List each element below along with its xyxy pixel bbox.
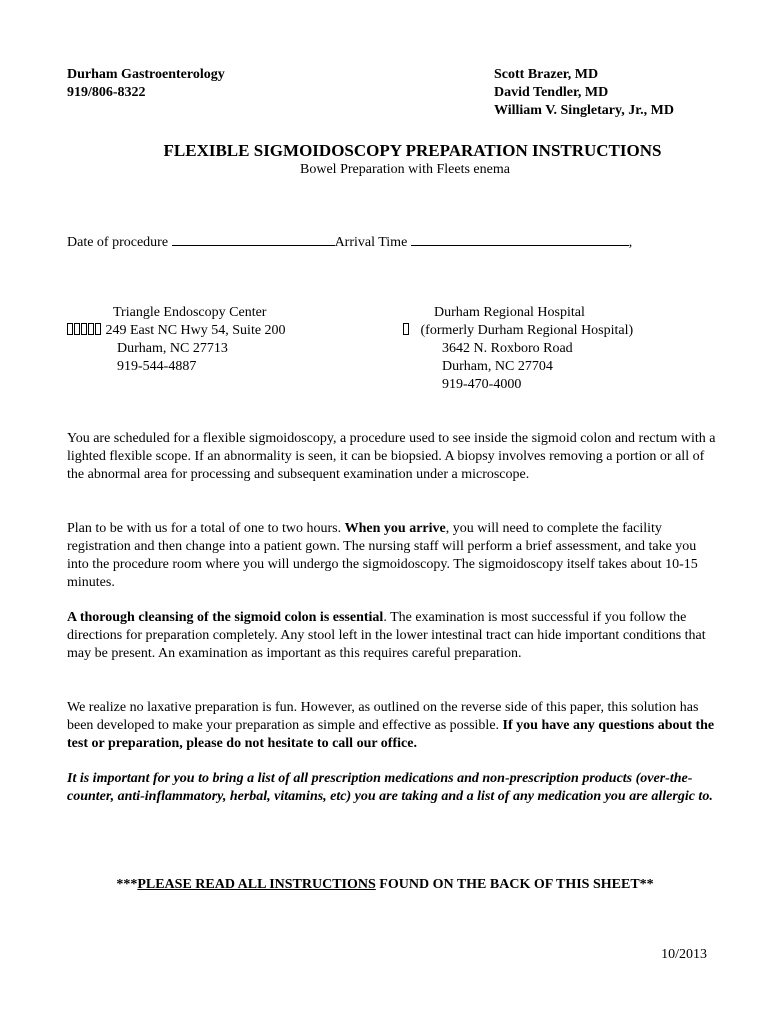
location-address: 3642 N. Roxboro Road — [442, 341, 573, 356]
procedure-description — [67, 430, 717, 484]
laxative-note — [67, 699, 717, 753]
paragraph-text: It is important for you to bring a list of all prescription medications and non-prescription products (over-the-counter, anti-inflammatory, herbal, vitamins, etc) you are taking and a list of any medication you are allergic to. — [67, 771, 713, 804]
medication-list-note — [67, 770, 717, 806]
location-durham-regional — [420, 304, 634, 394]
doctor-list — [494, 66, 674, 120]
paragraph-emphasis: When you arrive — [344, 521, 446, 536]
paragraph-text — [67, 699, 717, 753]
paragraph-emphasis: If you have any questions about the test or preparation, please do not hesitate to call our office. — [67, 718, 715, 751]
location-address: 249 East NC Hwy 54, Suite 200 — [105, 323, 286, 338]
procedure-date-row — [67, 232, 632, 251]
practice-name: Durham Gastroenterology — [67, 67, 225, 82]
practice-phone: 919/806-8322 — [67, 85, 146, 100]
location-phone: 919-544-4887 — [117, 359, 197, 374]
location-city: Durham, NC 27704 — [442, 359, 553, 374]
trailing-comma: , — [628, 235, 633, 250]
doctor-name: David Tendler, MD — [494, 85, 609, 100]
doctor-name: William V. Singletary, Jr., MD — [494, 103, 674, 118]
paragraph-text — [67, 609, 717, 663]
paragraph-text — [67, 520, 717, 592]
paragraph-text-end: , you will need to complete the facility registration and then change into a patient gown. The nursing staff will perform a brief assessment, and take you into the procedure room where you will undergo the sigmoidoscopy. The sigmoidoscopy itself takes about 10-15 minutes. — [67, 521, 698, 590]
notice-suffix: FOUND ON THE BACK OF THIS SHEET** — [375, 877, 654, 892]
arrival-label: Arrival Time — [334, 235, 408, 250]
location-name: Triangle Endoscopy Center — [113, 305, 267, 320]
location-note-row — [403, 322, 633, 340]
checkbox-glyph-icon — [403, 323, 410, 338]
doctor-name: Scott Brazer, MD — [494, 67, 599, 82]
paragraph-text-end: . The examination is most successful if you follow the directions for preparation completely. Any stool left in the lower intestinal tract can hide important conditions that may be present. An examination as important as this requires careful preparation. — [67, 610, 706, 661]
arrival-blank-line[interactable] — [411, 232, 629, 246]
document-title: FLEXIBLE SIGMOIDOSCOPY PREPARATION INSTRUCTIONS — [163, 141, 662, 160]
paragraph-text-start: Plan to be with us for a total of one to two hours. — [67, 521, 345, 536]
location-triangle-endoscopy — [105, 304, 286, 376]
paragraph-emphasis: A thorough cleansing of the sigmoid colon is essential — [67, 610, 384, 625]
date-label: Date of procedure — [67, 235, 169, 250]
paragraph-text: You are scheduled for a flexible sigmoidoscopy, a procedure used to see inside the sigmoid colon and rectum with a lighted flexible scope. If an abnormality is seen, it can be biopsied. A biopsy involves removing a portion or all of the abnormal area for processing and subsequent examination under a microscope. — [67, 431, 716, 482]
date-blank-line[interactable] — [172, 232, 335, 246]
notice-prefix: *** — [116, 877, 138, 892]
location-city: Durham, NC 27713 — [117, 341, 228, 356]
location-note: (formerly Durham Regional Hospital) — [420, 323, 634, 338]
cleansing-instructions — [67, 609, 717, 663]
notice-underlined: PLEASE READ ALL INSTRUCTIONS — [137, 877, 376, 892]
paragraph-text-start: We realize no laxative preparation is fun. However, as outlined on the reverse side of this paper, this solution has been developed to make your preparation as simple and effective as possible. — [67, 700, 699, 733]
location-address-row — [67, 322, 286, 340]
read-instructions-notice — [0, 877, 770, 893]
revision-date: 10/2013 — [661, 947, 707, 962]
document-subtitle: Bowel Preparation with Fleets enema — [300, 162, 510, 177]
checkbox-glyph-icon — [67, 323, 102, 338]
practice-header — [67, 66, 225, 102]
location-phone: 919-470-4000 — [442, 377, 522, 392]
arrival-instructions — [67, 520, 717, 592]
location-name: Durham Regional Hospital — [434, 305, 585, 320]
